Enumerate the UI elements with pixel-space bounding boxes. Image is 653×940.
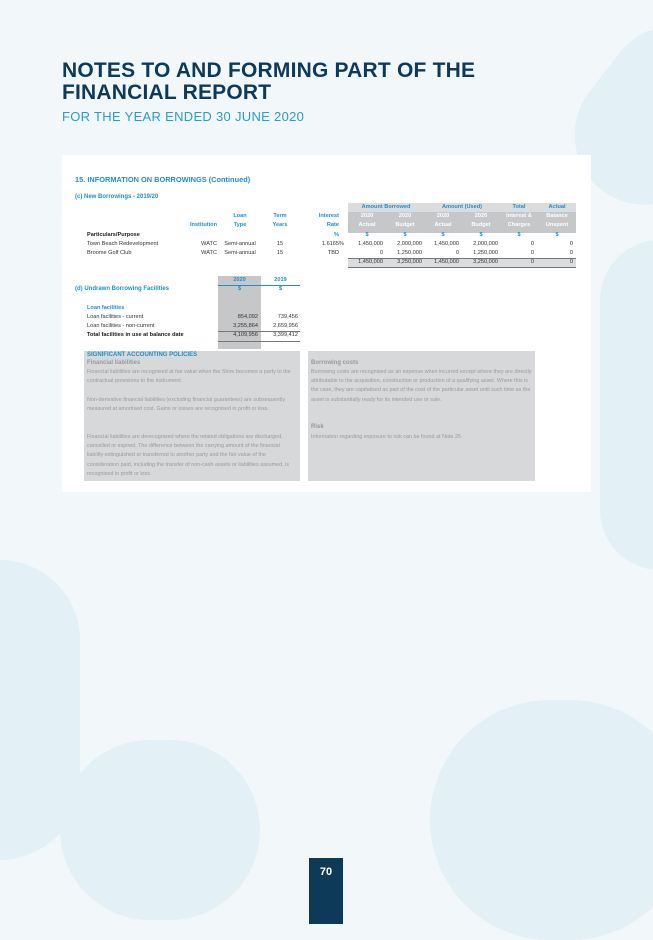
undrawn-row-label: Loan facilities - current [87,314,144,320]
total-unspent: 0 [569,259,573,265]
undrawn-col-2019: 2019 [274,277,287,283]
policies-title: SIGNIFICANT ACCOUNTING POLICIES [87,352,198,358]
row-borrowed-actual: 0 [379,250,383,256]
undrawn-row-2019: 739,456 [277,314,298,320]
row-unspent: 0 [569,250,573,256]
new-borrowings-title: (c) New Borrowings - 2019/20 [75,194,159,200]
row-years: 15 [276,241,284,247]
background-shape-bottom [60,740,260,920]
undrawn-row-2019: 2,659,956 [273,323,298,329]
unit-dollar: $ [555,232,559,238]
col-type: Type [233,222,247,228]
unit-dollar: $ [365,232,369,238]
row-used-budget: 2,000,000 [473,241,498,247]
undrawn-col-2020: 2020 [233,277,246,283]
col-interest-amp: Interest & [506,213,532,219]
total-used-actual: 1,450,000 [434,259,459,265]
total-used-budget: 3,250,000 [473,259,498,265]
row-borrowed-budget: 1,250,000 [397,250,422,256]
page-title [62,60,622,104]
row-used-actual: 0 [455,250,459,256]
row-unspent: 0 [569,241,573,247]
loan-facilities-heading: Loan facilities [87,305,125,311]
row-institution: WATC [201,241,217,247]
undrawn-row-2020: 854,092 [237,314,258,320]
undrawn-unit: $ [237,286,242,292]
policy-paragraph: Financial liabilities are derecognised where the related obligations are discharged, cancelled or expired. The difference between the carrying amount of the financial liability extinguished or transferred to another party and the fair value of the consideration paid, including the transfer of non-cash assets or liabilities assumed, is recognised in profit or loss. [87,434,289,477]
page-heading [62,60,622,124]
col-years: Years [272,222,288,228]
col-charges: Charges [507,222,531,228]
row-rate: TBD [327,250,339,256]
totals-bottom-rule [348,267,576,268]
financial-liabilities-heading: Financial liabilities [87,360,141,366]
col-budget-2: Budget [471,222,491,228]
group-amount-borrowed: Amount Borrowed [361,204,411,210]
undrawn-total-2019: 3,399,412 [273,332,298,338]
unit-dollar: $ [441,232,445,238]
col-2020-a: 2020 [360,213,374,219]
row-borrowed-budget: 2,000,000 [397,241,422,247]
row-purpose: Town Beach Redevelopment [87,241,159,247]
col-rate: Rate [326,222,339,228]
col-term: Term [273,213,287,219]
policy-paragraph: Financial liabilities are recognised at fair value when the Shire becomes a party to the contractual provisions to the instrument. [87,369,291,385]
row-used-budget: 1,250,000 [473,250,498,256]
undrawn-title: (d) Undrawn Borrowing Facilities [75,286,170,292]
undrawn-unit: $ [278,286,283,292]
background-shape-bottom-right [430,700,653,940]
policy-paragraph: Information regarding exposure to risk can be found at Note 25. [311,434,463,440]
col-unspent: Unspent [545,222,569,228]
group-total: Total [512,204,526,210]
background-shape-right [600,240,653,570]
row-charges: 0 [530,241,534,247]
unit-dollar: $ [403,232,407,238]
risk-heading: Risk [311,424,324,430]
group-actual: Actual [548,204,566,210]
unit-percent: % [334,232,339,238]
group-amount-used: Amount (Used) [441,204,483,210]
row-rate: 1.6165% [321,241,344,247]
undrawn-row-2020: 3,255,864 [233,323,258,329]
content-card [62,155,591,492]
title-line-1: NOTES TO AND FORMING PART OF THE [62,59,476,82]
page-number: 70 [319,866,333,878]
section-title: 15. INFORMATION ON BORROWINGS (Continued) [75,175,251,184]
policy-paragraph: Non-derivative financial liabilities (excluding financial guarantees) are subsequently measured at amortised cost. Gains or losses are recognised in profit or loss. [87,397,286,413]
total-borrowed-actual: 1,450,000 [358,259,383,265]
row-borrowed-actual: 1,450,000 [358,241,383,247]
col-actual-2: Actual [434,222,452,228]
row-institution: WATC [201,250,217,256]
borrowing-costs-heading: Borrowing costs [311,360,359,366]
title-line-2: FINANCIAL REPORT [62,81,272,104]
col-institution: Institution [189,222,217,228]
col-actual-1: Actual [358,222,376,228]
col-2020-b: 2020 [398,213,412,219]
col-loan: Loan [233,213,247,219]
undrawn-total-bottom-rule [218,341,300,342]
row-purpose: Broome Golf Club [87,250,132,256]
row-type: Semi-annual [224,241,256,247]
col-budget-1: Budget [395,222,415,228]
undrawn-row-label: Loan facilities - non-current [87,323,155,329]
unit-dollar: $ [517,232,521,238]
total-charges: 0 [530,259,534,265]
particulars-label: Particulars/Purpose [87,232,140,238]
row-type: Semi-annual [224,250,256,256]
undrawn-total-2020: 4,109,956 [233,332,258,338]
page-subtitle: FOR THE YEAR ENDED 30 JUNE 2020 [62,109,305,124]
undrawn-total-label: Total facilities in use at balance date [87,332,184,338]
row-years: 15 [276,250,284,256]
col-2020-d: 2020 [474,213,488,219]
row-charges: 0 [530,250,534,256]
col-balance: Balance [546,213,568,219]
col-2020-c: 2020 [436,213,450,219]
total-borrowed-budget: 3,250,000 [397,259,422,265]
col-interest: Interest [318,213,339,219]
row-used-actual: 1,450,000 [434,241,459,247]
policy-paragraph: Borrowing costs are recognised as an expense when incurred except where they are directly attributable to the acquisition, construction or production of a qualifying asset. Where this is the case, they are capitalised as part of the cost of the particular asset until such time as the asset is substantially ready for its intended use or sale. [311,369,532,403]
unit-dollar: $ [479,232,483,238]
